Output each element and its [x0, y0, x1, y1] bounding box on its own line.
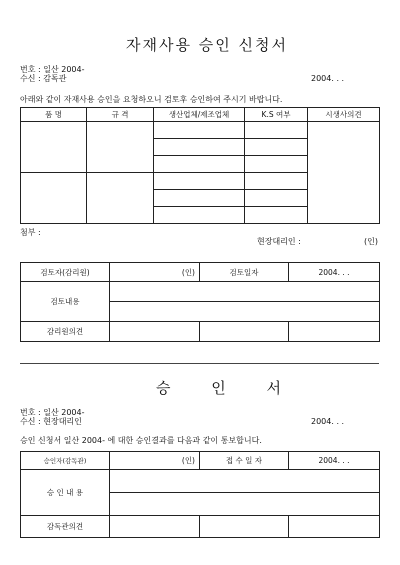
receipt-date-value: 2004. . .: [289, 452, 380, 470]
approval-number: 번호 : 일산 2004-: [20, 408, 85, 417]
col-header-manufacturer: 생산업체/제조업체: [154, 108, 245, 122]
review-content-line: [110, 302, 380, 322]
review-content-line: [110, 282, 380, 302]
approval-date: 2004. . .: [311, 417, 345, 426]
inspector-opinion-cell: [289, 516, 380, 538]
supervisor-opinion-cell: [110, 322, 200, 342]
inspector-opinion-cell: [200, 516, 289, 538]
manufacturer-cell: [154, 139, 245, 156]
ks-cell: [245, 190, 308, 207]
ks-cell: [245, 207, 308, 224]
receipt-date-label: 접 수 일 자: [200, 452, 289, 470]
site-agent-label: 현장대리인 :: [257, 237, 301, 246]
manufacturer-cell: [154, 190, 245, 207]
approval-table: [20, 451, 380, 538]
item-name-cell: [21, 122, 87, 173]
col-header-opinion: 시생사의견: [308, 108, 380, 122]
reviewer-label: 검토자(감리원): [21, 263, 110, 282]
manufacturer-cell: [154, 122, 245, 139]
col-header-spec: 규 격: [87, 108, 154, 122]
approver-seal: (인): [110, 452, 200, 470]
section-divider: [20, 363, 379, 364]
review-content-label: 검토내용: [21, 282, 110, 322]
inspector-opinion-cell: [110, 516, 200, 538]
approval-content-line: [110, 493, 380, 516]
manufacturer-cell: [154, 173, 245, 190]
manufacturer-cell: [154, 156, 245, 173]
ks-cell: [245, 122, 308, 139]
spec-cell: [87, 122, 154, 173]
request-date: 2004. . .: [311, 74, 345, 83]
manufacturer-cell: [154, 207, 245, 224]
approval-recipient: 수신 : 현장대리인: [20, 417, 82, 426]
supervisor-opinion-cell: [200, 322, 289, 342]
approval-content-line: [110, 470, 380, 493]
attachment-label: 첨부 :: [20, 228, 41, 237]
approval-title: 승 인 서: [156, 379, 300, 397]
table-row: [21, 122, 380, 139]
ks-cell: [245, 173, 308, 190]
review-date-value: 2004. . .: [289, 263, 380, 282]
spec-cell: [87, 173, 154, 224]
review-table: [20, 262, 380, 342]
approver-label: 승인자(감독관): [21, 452, 110, 470]
request-intro: 아래와 같이 자재사용 승인을 요청하오니 검토후 승인하여 주시기 바랍니다.: [20, 95, 283, 104]
material-list-table: [20, 107, 380, 224]
review-date-label: 검토일자: [200, 263, 289, 282]
request-title: 자재사용 승인 신청서: [126, 36, 288, 54]
opinion-cell: [308, 122, 380, 224]
col-header-ks: K.S 여부: [245, 108, 308, 122]
supervisor-opinion-cell: [289, 322, 380, 342]
reviewer-seal: (인): [110, 263, 200, 282]
ks-cell: [245, 139, 308, 156]
request-recipient: 수신 : 감독관: [20, 74, 67, 83]
request-number: 번호 : 일산 2004-: [20, 65, 85, 74]
item-name-cell: [21, 173, 87, 224]
approval-intro: 승인 신청서 일산 2004- 에 대한 승인결과를 다음과 같이 통보합니다.: [20, 436, 262, 445]
approval-content-label: 승 인 내 용: [21, 470, 110, 516]
supervisor-opinion-label: 감리원의견: [21, 322, 110, 342]
col-header-item-name: 품 명: [21, 108, 87, 122]
site-agent-seal: (인): [364, 237, 378, 246]
inspector-opinion-label: 감독관의견: [21, 516, 110, 538]
ks-cell: [245, 156, 308, 173]
table-header-row: [21, 108, 380, 122]
